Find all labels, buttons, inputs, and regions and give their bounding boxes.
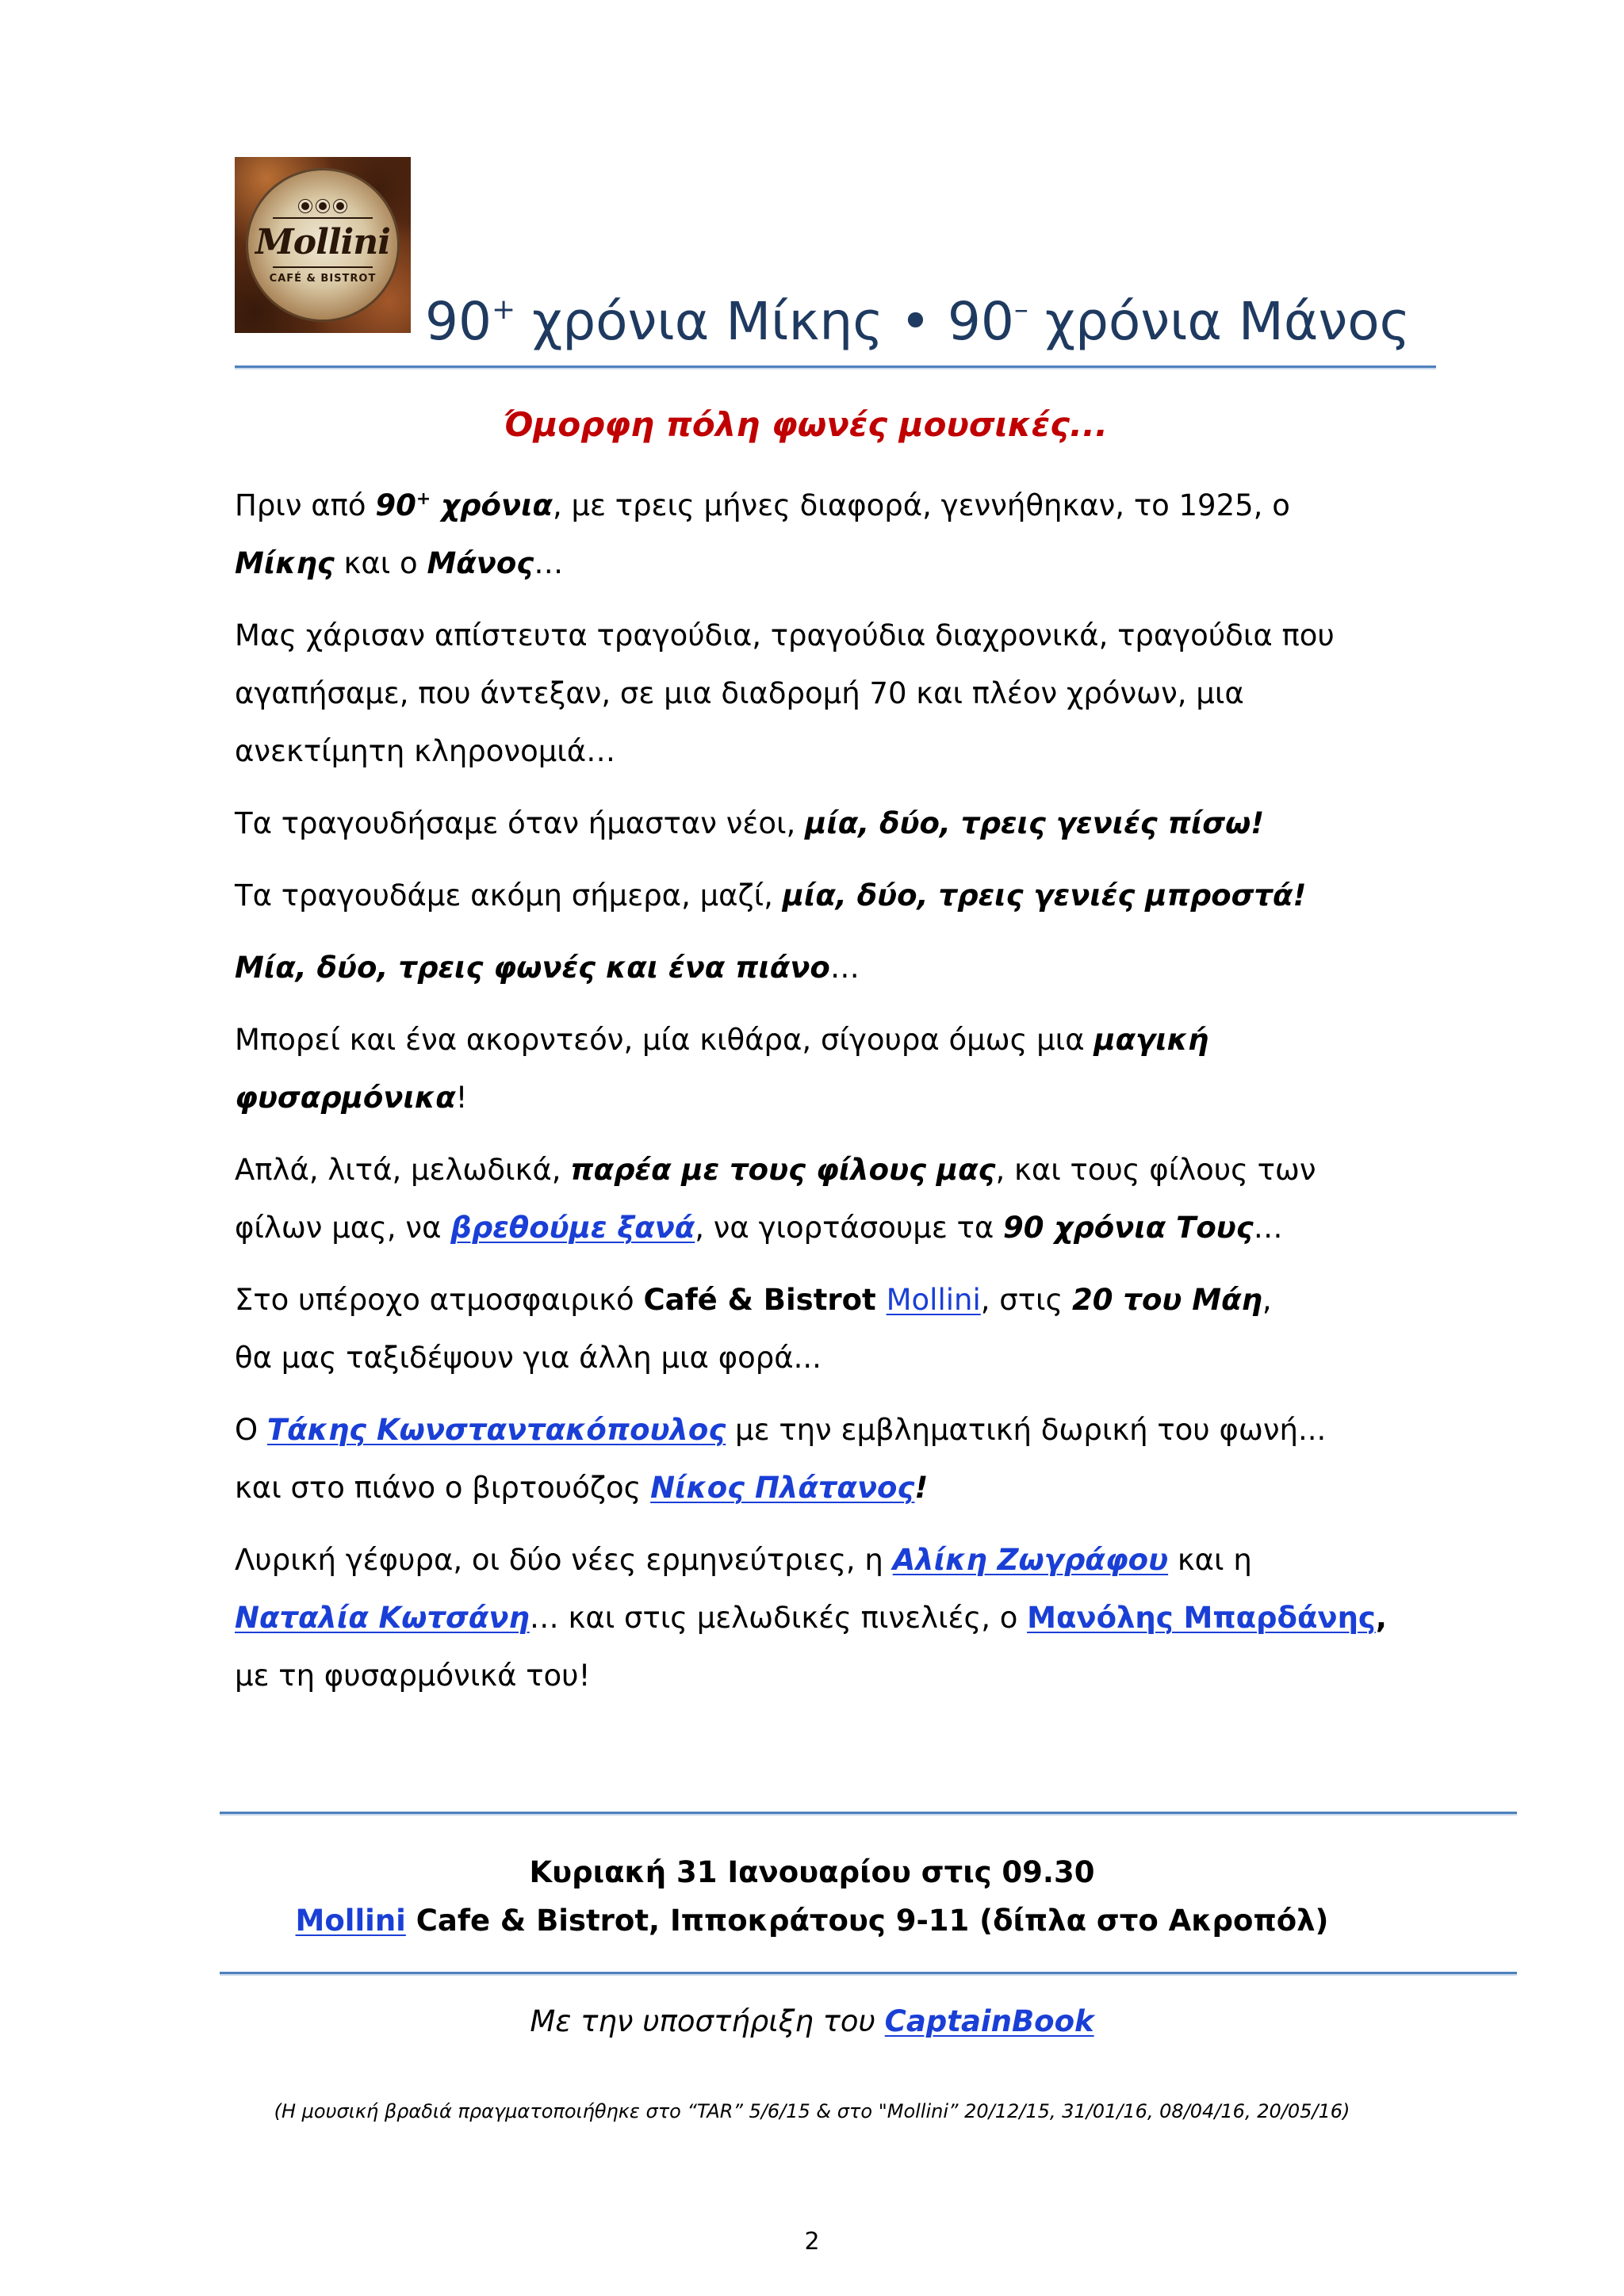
body-text: … [1253,1211,1283,1245]
emphasis-text: μία, δύο, τρεις γενιές μπροστά! [782,878,1307,913]
body-text: ! [455,1081,468,1115]
body-text: και η [1168,1543,1252,1577]
page-title [425,290,1410,362]
paragraph-future [235,867,1583,924]
emphasis-text: μαγική [1094,1023,1209,1057]
paragraph-intro [235,476,1583,592]
link-bretoume-xana[interactable]: βρεθούμε ξανά [450,1211,695,1245]
event-venue [0,1897,1624,1945]
mollini-logo [235,157,411,333]
body-text: , [1262,1283,1272,1317]
link-captainbook[interactable]: CaptainBook [884,2004,1094,2038]
paragraph-past [235,794,1583,852]
body-line [235,1141,1583,1199]
support-text: Με την υποστήριξη του [530,2004,885,2038]
body-text: και ο [334,546,427,580]
venue-name: Café & Bistrot [643,1283,887,1317]
title-divider [235,365,1436,368]
emphasis-text: φυσαρμόνικα [235,1081,456,1115]
logo-name: Mollini [255,222,390,262]
logo-subtitle: CAFÉ & BISTROT [269,273,377,285]
body-text: Λυρική γέφυρα, οι δύο νέες ερμηνεύτριες, η [235,1543,893,1577]
title-superscript-minus: – [1013,293,1028,326]
body-text: Τα τραγουδήσαμε όταν ήμασταν νέοι, [235,806,806,840]
paragraph-venue [235,1271,1583,1387]
body-line [235,476,1583,534]
coffee-icon [299,200,312,212]
body-text: … [829,951,860,985]
body-line [235,1069,1583,1127]
body-line [235,1589,1583,1647]
body-line [235,534,1583,592]
logo-icons [246,200,400,212]
footer-divider-top [220,1812,1517,1814]
body-line [235,794,1583,852]
logo-divider-bottom [273,266,373,268]
logo-disc [246,168,400,322]
link-manolis-bardanis[interactable]: Μανόλης Μπαρδάνης [1027,1601,1376,1635]
body-text: , να γιορτάσουμε τα [695,1211,1004,1245]
page-number: 2 [804,2228,820,2256]
body-text: Μπορεί και ένα ακορντεόν, μία κιθάρα, σίγουρα όμως μια [235,1023,1094,1057]
body-line [235,1459,1583,1517]
paragraph-instruments [235,1011,1583,1127]
body-text: φίλων μας, να [235,1211,451,1245]
body-text: με την εμβληματική δωρική του φωνή... [726,1413,1327,1447]
body-text: , [1375,1601,1387,1635]
wine-icon [334,200,347,212]
body-line [235,1329,1583,1387]
emphasis-text: ! [914,1471,929,1505]
support-line [0,1998,1624,2045]
paragraph-friends [235,1141,1583,1257]
emphasis-text: παρέα με τους φίλους μας [570,1153,996,1187]
subtitle: Όμορφη πόλη φωνές μουσικές... [504,405,1108,444]
paragraph-songs [235,607,1583,780]
body-text-block [235,476,1583,1719]
title-text-manos: χρόνια Μάνος [1028,291,1411,352]
title-superscript-plus: + [491,293,516,326]
body-text: με τη φυσαρμόνικά του! [235,1659,591,1693]
link-mollini[interactable]: Mollini [886,1283,981,1317]
body-text: … [534,546,564,580]
body-line [235,1011,1583,1069]
title-number-manos: 90 [947,291,1014,352]
body-line [235,722,1583,780]
emphasis-text: 90 [375,488,416,522]
body-text: … και στις μελωδικές πινελιές, ο [529,1601,1028,1635]
body-text: Στο υπέροχο ατμοσφαιρικό [235,1283,644,1317]
body-text: Απλά, λιτά, μελωδικά, [235,1153,571,1187]
link-takis-konstantakopoulos[interactable]: Τάκης Κωνσταντακόπουλος [266,1413,726,1447]
body-text: , και τους φίλους των [995,1153,1316,1187]
emphasis-text: χρόνια [431,488,553,522]
body-line [235,1531,1583,1589]
body-line [235,1401,1583,1459]
venue-address: Cafe & Bistrot, Ιπποκράτους 9-11 (δίπλα στο Ακροπόλ) [405,1904,1329,1938]
body-line [235,607,1583,664]
body-text: , στις [980,1283,1073,1317]
paragraph-performers [235,1401,1583,1517]
superscript-plus: + [416,489,431,509]
body-line [235,1647,1583,1705]
body-text: και στο πιάνο ο βιρτουόζος [235,1471,651,1505]
link-aliki-zografou[interactable]: Αλίκη Ζωγράφου [892,1543,1169,1577]
emphasis-text: μία, δύο, τρεις γενιές πίσω! [805,806,1265,840]
paragraph-voices [235,939,1583,997]
body-line [235,1199,1583,1257]
body-line [235,939,1583,997]
title-number-mikis: 90 [425,291,492,352]
footnote: (Η μουσική βραδιά πραγματοποιήθηκε στο “TAR” 5/6/15 & στο "Mollini” 20/12/15, 31/01/16, 08/04/16, 20/05/16) [274,2100,1350,2122]
emphasis-text: 90 χρόνια Τους [1003,1211,1254,1245]
cutlery-icon [316,200,329,212]
body-text: θα μας ταξιδέψουν για άλλη μια φορά... [235,1341,822,1375]
body-line [235,664,1583,722]
link-nikos-platanos[interactable]: Νίκος Πλάτανος [650,1471,915,1505]
body-line [235,867,1583,924]
body-text: Τα τραγουδάμε ακόμη σήμερα, μαζί, [235,878,783,913]
body-text: Ο [235,1413,267,1447]
event-date: Κυριακή 31 Ιανουαρίου στις 09.30 [529,1855,1095,1889]
paragraph-singers [235,1531,1583,1705]
link-natalia-kotsani[interactable]: Ναταλία Κωτσάνη [235,1601,530,1635]
emphasis-text: Μάνος [427,546,534,580]
body-text: ανεκτίμητη κληρονομιά… [235,734,616,768]
body-text: αγαπήσαμε, που άντεξαν, σε μια διαδρομή 70 και πλέον χρόνων, μια [235,676,1244,710]
body-text: Πριν από [235,488,376,522]
title-text-mikis: χρόνια Μίκης • [515,291,948,352]
footer-divider-bottom [220,1972,1517,1974]
body-text: Μας χάρισαν απίστευτα τραγούδια, τραγούδια διαχρονικά, τραγούδια που [235,618,1335,652]
emphasis-text: Μίκης [235,546,335,580]
logo-divider-top [273,217,373,219]
link-mollini-venue[interactable]: Mollini [295,1904,406,1938]
body-line [235,1271,1583,1329]
body-text: , με τρεις μήνες διαφορά, γεννήθηκαν, το 1925, ο [552,488,1290,522]
emphasis-text: 20 του Μάη [1072,1283,1262,1317]
emphasis-text: Μία, δύο, τρεις φωνές και ένα πιάνο [235,951,830,985]
